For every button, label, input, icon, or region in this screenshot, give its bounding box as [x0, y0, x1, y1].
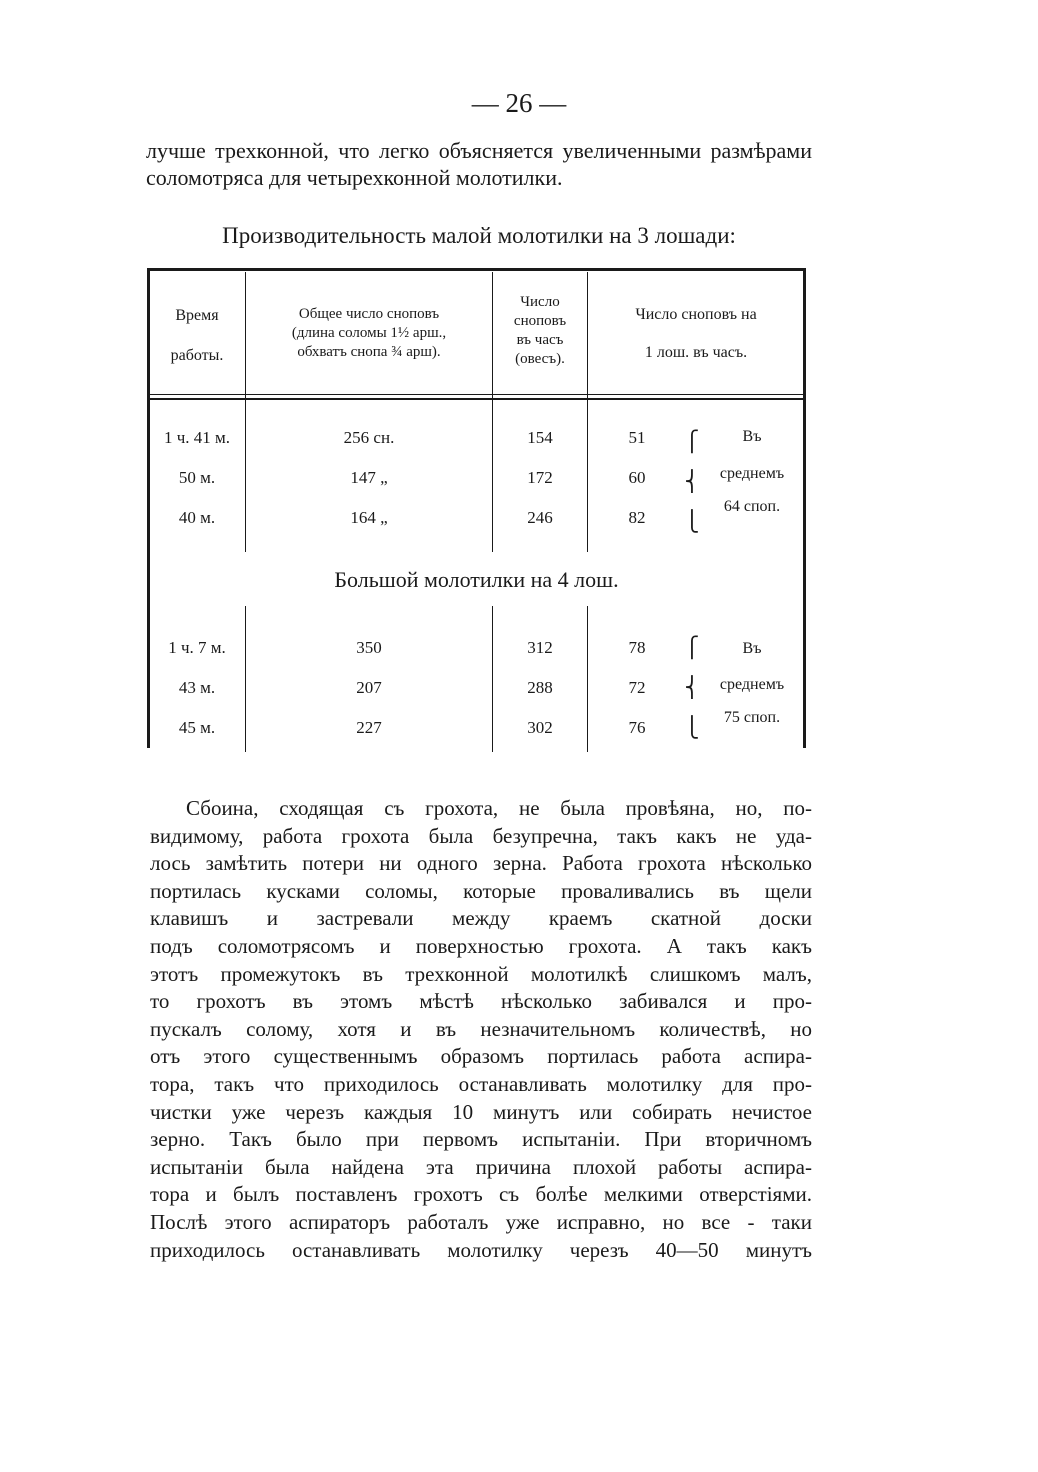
header-time	[150, 304, 244, 368]
average-note: среднемъ	[719, 465, 785, 482]
body-line: подъ соломотрясомъ и поверхностью грохота. А такъ какъ	[150, 933, 812, 958]
column-divider	[492, 272, 493, 552]
body-line: чистки уже черезъ каждыя 10 минутъ или собирать нечистое	[150, 1099, 812, 1124]
table-cell: 207	[356, 678, 382, 697]
table-cell: 154	[527, 428, 553, 447]
brace-icon: ⎧ ⎨ ⎩	[684, 635, 700, 739]
body-line: то грохотъ въ этомъ мѣстѣ нѣсколько забивался и про-	[150, 989, 812, 1014]
average-note: 75 споп.	[723, 709, 781, 726]
table-cell: 40 м.	[178, 508, 216, 527]
table-cell: 147 „	[350, 468, 388, 487]
column-divider	[245, 606, 246, 752]
body-line: Послѣ этого аспираторъ работалъ уже исправно, но все - таки	[150, 1209, 812, 1234]
header-total-line: (длина соломы 1½ арш.,	[291, 325, 447, 341]
column-divider	[245, 272, 246, 552]
table-cell: 72	[628, 678, 646, 697]
intro-paragraph: лучше трехконной, что легко объясняется увеличенными размѣрами соломотряса для четырехконной молотилки.	[146, 138, 812, 190]
table-cell: 164 „	[350, 508, 388, 527]
header-per-horse	[589, 304, 803, 364]
body-line: отъ этого существеннымъ образомъ портилась работа аспира-	[150, 1044, 812, 1069]
table-cell: 78	[628, 638, 646, 657]
body-line: портилась кусками соломы, которые проваливались въ щели	[150, 878, 812, 903]
header-time-line: работы.	[170, 347, 224, 364]
table-cell: 1 ч. 7 м.	[168, 638, 226, 657]
table-cell: 50 м.	[178, 468, 216, 487]
header-total	[247, 305, 491, 362]
table-cell: 60	[628, 468, 646, 487]
body-line: видимому, работа грохота была безупречна, такъ какъ не уда-	[150, 823, 812, 848]
table-cell: 246	[527, 508, 553, 527]
large-thresher-title: Большой молотилки на 4 лош.	[334, 567, 619, 592]
table-cell: 288	[527, 678, 553, 697]
header-time-line: Время	[175, 307, 219, 324]
header-per-hour-line: Число	[520, 294, 560, 310]
header-total-line: обхватъ снопа ¾ арш).	[297, 344, 441, 360]
table-cell: 350	[356, 638, 382, 657]
header-per-hour-line: (овесъ).	[515, 351, 565, 367]
table-cell: 76	[628, 718, 646, 737]
table-cell: 43 м.	[178, 678, 216, 697]
header-per-horse-line: 1 лош. въ часъ.	[644, 344, 748, 361]
table-cell: 302	[527, 718, 553, 737]
column-divider	[587, 272, 588, 552]
body-line: лось замѣтить потери ни одного зерна. Работа грохота нѣсколько	[150, 851, 812, 876]
table-cell: 1 ч. 41 м.	[163, 428, 231, 447]
column-divider	[492, 606, 493, 752]
body-line: тора, такъ что приходилось останавливать молотилку для про-	[150, 1071, 812, 1096]
body-line: приходилось останавливать молотилку черезъ 40—50 минутъ	[150, 1237, 812, 1262]
body-paragraph	[150, 795, 812, 1264]
brace-icon: ⎧ ⎨ ⎩	[684, 429, 700, 533]
header-per-hour	[494, 293, 586, 369]
table-cell: 172	[527, 468, 553, 487]
average-note: 64 споп.	[723, 498, 781, 515]
table-cell: 312	[527, 638, 553, 657]
table-cell: 51	[628, 428, 646, 447]
header-per-horse-line: Число сноповъ на	[635, 306, 757, 323]
table-cell: 82	[628, 508, 646, 527]
average-note: Въ	[742, 640, 762, 657]
column-divider	[587, 606, 588, 752]
body-line: этотъ промежутокъ въ трехконной молотилкѣ слишкомъ малъ,	[150, 961, 812, 986]
header-per-hour-line: въ часъ	[516, 332, 564, 348]
body-line: пускалъ солому, хотя и въ незначительномъ количествѣ, но	[150, 1016, 812, 1041]
body-line: тора и былъ поставленъ грохотъ съ болѣе мелкими отверстіями.	[150, 1182, 812, 1207]
table-caption: Производительность малой молотилки на 3 лошади:	[222, 223, 736, 248]
body-line: клавишъ и застревали между краемъ скатной доски	[150, 906, 812, 931]
average-note: среднемъ	[719, 676, 785, 693]
body-line: Сбоина, сходящая съ грохота, не была провѣяна, но, по-	[186, 796, 812, 820]
header-total-line: Общее число сноповъ	[298, 306, 440, 322]
body-line: зерно. Такъ было при первомъ испытаніи. При вторичномъ	[150, 1127, 812, 1152]
table-cell: 45 м.	[178, 718, 216, 737]
average-note: Въ	[742, 428, 762, 445]
body-line: испытаніи была найдена эта причина плохой работы аспира-	[150, 1154, 812, 1179]
table-cell: 256 сн.	[343, 428, 395, 447]
header-per-hour-line: сноповъ	[513, 313, 567, 329]
table-cell: 227	[356, 718, 382, 737]
page-number: — 26 —	[471, 88, 567, 118]
